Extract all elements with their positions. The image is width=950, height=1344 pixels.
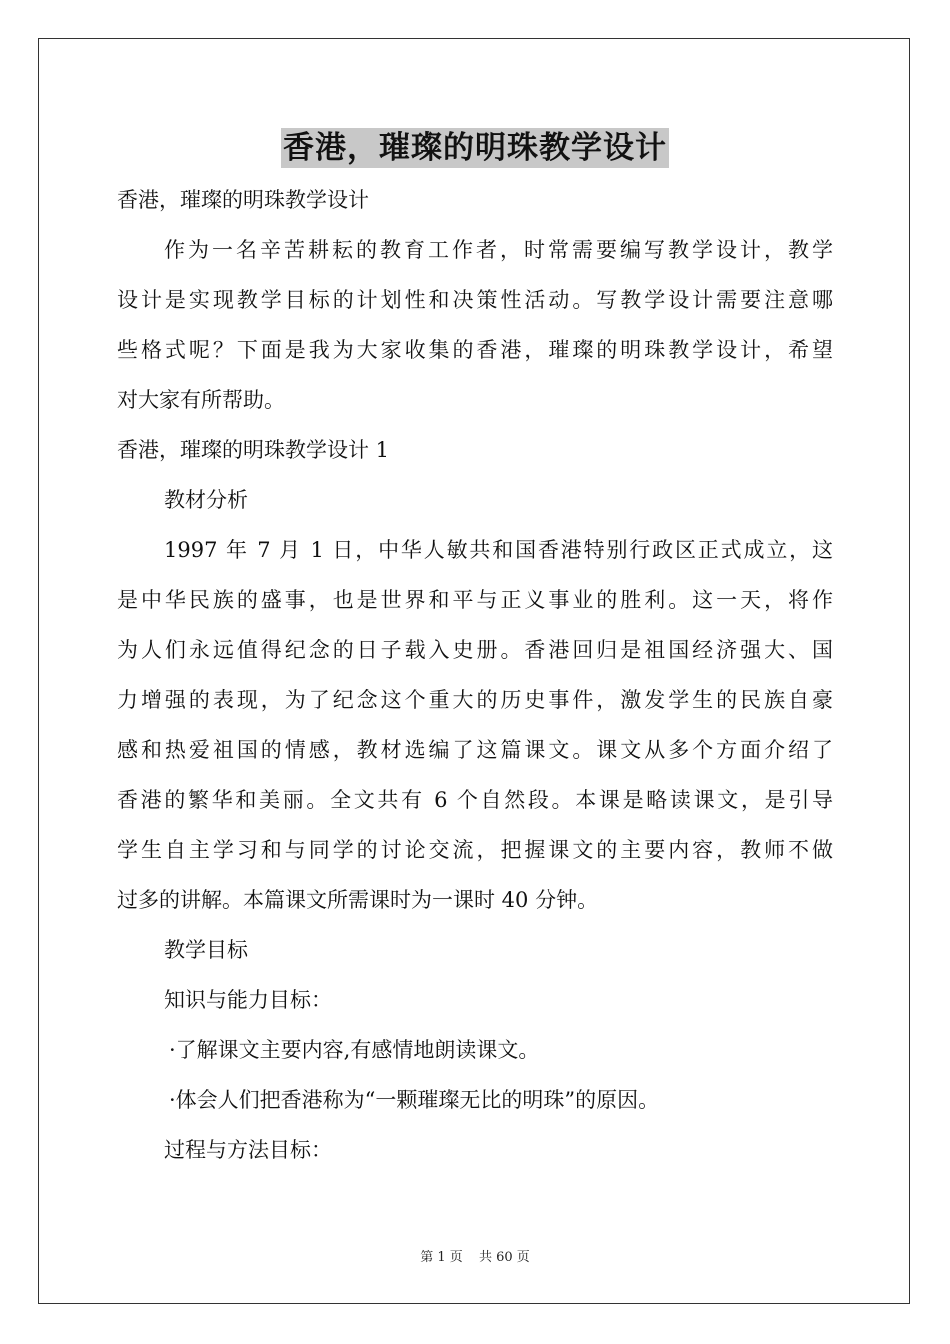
subsection-heading: 教材分析	[164, 488, 248, 512]
paragraph-line: 1997 年 7 月 1 日，中华人敏共和国香港特别行政区正式成立，这	[164, 538, 833, 562]
page-number: 第 1 页	[420, 1250, 463, 1265]
paragraph-line: 香港的繁华和美丽。全文共有 6 个自然段。本课是略读课文，是引导	[117, 788, 833, 812]
paragraph-line: 力增强的表现，为了纪念这个重大的历史事件，激发学生的民族自豪	[117, 688, 833, 712]
subtitle-line: 香港，璀璨的明珠教学设计	[117, 188, 369, 212]
paragraph-line: 感和热爱祖国的情感，教材选编了这篇课文。课文从多个方面介绍了	[117, 738, 833, 762]
paragraph-line: 过多的讲解。本篇课文所需课时为一课时 40 分钟。	[117, 888, 599, 912]
paragraph-line: 是中华民族的盛事，也是世界和平与正义事业的胜利。这一天，将作	[117, 588, 833, 612]
document-title: 香港，璀璨的明珠教学设计	[283, 130, 667, 166]
paragraph-line: 学生自主学习和与同学的讨论交流，把握课文的主要内容，教师不做	[117, 838, 833, 862]
subsection-heading: 过程与方法目标：	[164, 1138, 332, 1162]
paragraph-line: 作为一名辛苦耕耘的教育工作者，时常需要编写教学设计，教学	[164, 238, 833, 262]
paragraph-line: 些格式呢？下面是我为大家收集的香港，璀璨的明珠教学设计，希望	[117, 338, 833, 362]
section-heading: 香港，璀璨的明珠教学设计 1	[117, 438, 390, 462]
paragraph-line: 设计是实现教学目标的计划性和决策性活动。写教学设计需要注意哪	[117, 288, 833, 312]
page-footer	[0, 1246, 950, 1265]
subsection-heading: 知识与能力目标：	[164, 988, 332, 1012]
document-body	[117, 175, 833, 1175]
bullet-item: ·了解课文主要内容,有感情地朗读课文。	[169, 1038, 540, 1062]
title-container	[0, 128, 950, 168]
paragraph-line: 对大家有所帮助。	[117, 388, 285, 412]
page-total: 共 60 页	[478, 1250, 530, 1265]
subsection-heading: 教学目标	[164, 938, 248, 962]
bullet-item: ·体会人们把香港称为“一颗璀璨无比的明珠”的原因。	[169, 1088, 660, 1112]
paragraph-line: 为人们永远值得纪念的日子载入史册。香港回归是祖国经济强大、国	[117, 638, 833, 662]
